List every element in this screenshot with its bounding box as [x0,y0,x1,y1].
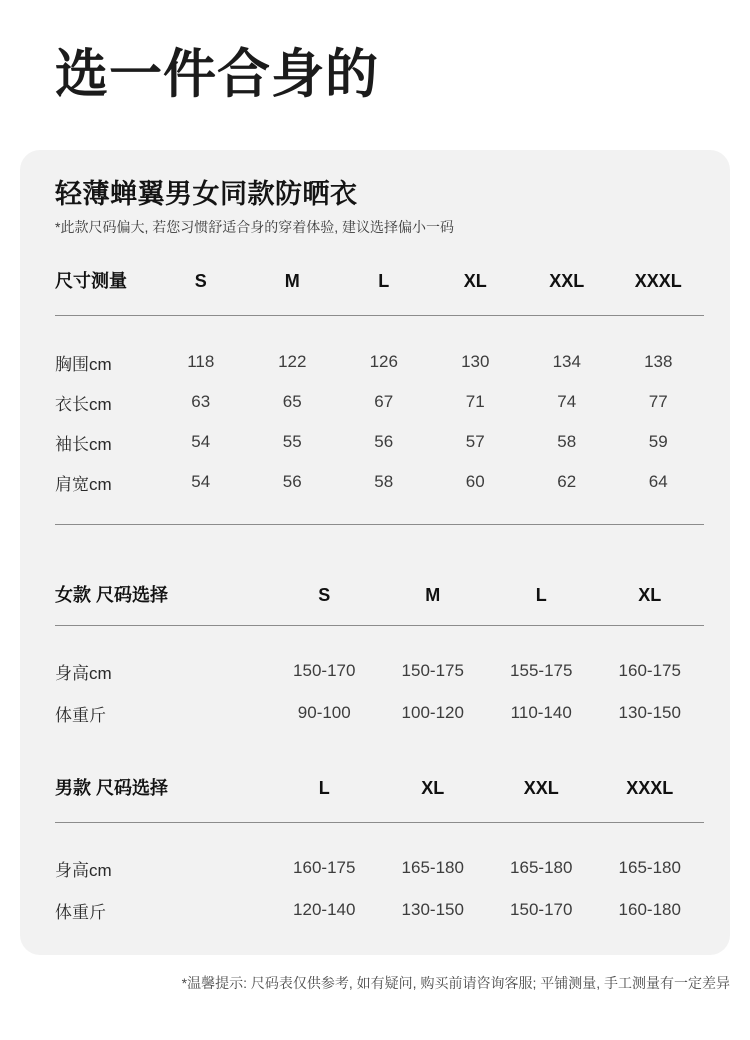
cell-value: 63 [191,392,211,411]
column-header: M [284,271,300,291]
column-header: XXXL [634,271,682,291]
cell-value: 77 [648,392,668,411]
row-label: 体重斤 [55,902,106,922]
row-label: 胸围cm [55,354,112,374]
cell-value: 130-150 [401,900,464,919]
cell-value: 57 [465,432,485,451]
cell-value: 120-140 [293,900,356,919]
cell-value: 134 [552,352,581,371]
column-header: S [194,271,207,291]
column-header: L [535,585,547,605]
cell-value: 71 [465,392,485,411]
cell-value: 155-175 [510,661,573,680]
cell-value: 60 [465,472,485,491]
cell-value: 56 [374,432,394,451]
page-header [0,0,750,108]
column-header: XXL [523,778,559,798]
column-header: XL [421,778,445,798]
cell-value: 58 [557,432,577,451]
cell-value: 118 [187,352,215,371]
row-label: 衣长cm [55,394,112,414]
cell-value: 90-100 [297,703,351,722]
column-header: L [318,778,330,798]
measurement-table [55,272,704,525]
row-label: 身高cm [55,663,112,683]
column-header: XL [463,271,487,291]
size-chart-card [20,150,730,955]
cell-value: 160-175 [618,661,681,680]
table-header-label: 男款 尺码选择 [55,778,169,798]
cell-value: 150-170 [293,661,356,680]
cell-value: 165-180 [401,858,464,877]
table-header-row [55,580,704,626]
cell-value: 67 [374,392,394,411]
cell-value: 65 [282,392,302,411]
table-row [55,462,704,502]
row-label: 体重斤 [55,705,106,725]
table-row [55,382,704,422]
cell-value: 56 [282,472,302,491]
cell-value: 110-140 [510,703,572,722]
table-row [55,422,704,462]
footer-note: *温馨提示: 尺码表仅供参考, 如有疑问, 购买前请咨询客服; 平铺测量, 手工测量有一定差异 [181,975,730,991]
table-row [55,650,704,692]
cell-value: 160-175 [293,858,356,877]
cell-value: 150-170 [510,900,573,919]
cell-value: 126 [369,352,398,371]
column-header: M [425,585,441,605]
table-header-label: 女款 尺码选择 [55,585,169,605]
cell-value: 100-120 [401,703,464,722]
cell-value: 122 [278,352,307,371]
cell-value: 150-175 [401,661,464,680]
table-header-row [55,773,704,823]
cell-value: 62 [557,472,577,491]
men-size-table [55,773,704,931]
table-row [55,889,704,931]
page-title: 选一件合身的 [55,45,379,104]
cell-value: 54 [191,432,211,451]
table-body [55,847,704,931]
cell-value: 160-180 [618,900,681,919]
table-row [55,692,704,734]
cell-value: 165-180 [510,858,573,877]
column-header: XL [638,585,662,605]
column-header: L [378,271,390,291]
cell-value: 138 [644,352,673,371]
cell-value: 64 [648,472,668,491]
product-title: 轻薄蝉翼男女同款防晒衣 [55,179,358,209]
women-size-table [55,580,704,734]
table-row [55,342,704,382]
cell-value: 74 [557,392,577,411]
cell-value: 55 [282,432,302,451]
row-label: 袖长cm [55,434,112,454]
table-body [55,342,704,502]
table-header-row [55,272,704,316]
cell-value: 54 [191,472,211,491]
cell-value: 58 [374,472,394,491]
cell-value: 59 [648,432,668,451]
column-header: XXL [549,271,585,291]
cell-value: 130 [461,352,490,371]
column-header: XXXL [626,778,674,798]
column-header: S [318,585,331,605]
sizing-advice-note: *此款尺码偏大, 若您习惯舒适合身的穿着体验, 建议选择偏小一码 [55,219,455,235]
table-body [55,650,704,734]
row-label: 身高cm [55,860,112,880]
row-label: 肩宽cm [55,474,112,494]
table-header-label: 尺寸测量 [55,271,127,291]
table-row [55,847,704,889]
cell-value: 130-150 [618,703,681,722]
cell-value: 165-180 [618,858,681,877]
